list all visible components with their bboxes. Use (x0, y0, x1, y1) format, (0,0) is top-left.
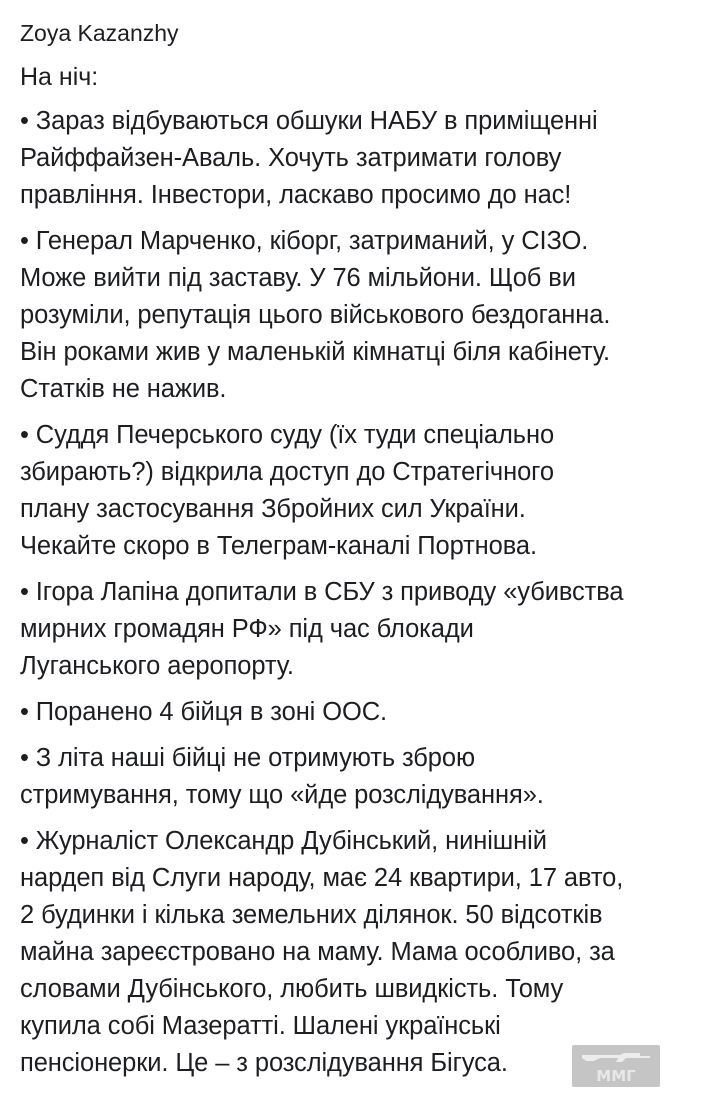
item-text: • Генерал Марченко, кіборг, затриманий, у СІЗО. Може вийти під заставу. У 76 мільйони. Щоб ви розуміли, репутація цього військового бездоганна. Він роками жив у маленькій кімнатці біля кабінету. Статків не нажив. (20, 227, 611, 403)
rifle-icon (580, 1048, 652, 1064)
list-item (20, 740, 710, 814)
post-intro: На ніч: (20, 63, 99, 91)
watermark (572, 1045, 660, 1087)
author-name[interactable]: Zoya Kazanzhy (20, 20, 179, 46)
item-text: • Поранено 4 бійця в зоні ООС. (20, 698, 387, 726)
post-items (20, 103, 710, 1082)
list-item (20, 417, 710, 565)
list-item (20, 823, 710, 1082)
list-item (20, 694, 710, 731)
item-text: • Ігора Лапіна допитали в СБУ з приводу «убивства мирних громадян РФ» під час блокади Луганського аеропорту. (20, 578, 624, 680)
watermark-label: ММГ (596, 1067, 636, 1085)
list-item (20, 223, 710, 408)
post (20, 0, 710, 1091)
item-text: • Зараз відбуваються обшуки НАБУ в приміщенні Райффайзен-Аваль. Хочуть затримати голову правління. Інвестори, ласкаво просимо до нас! (20, 107, 598, 209)
list-item (20, 574, 710, 685)
item-text: • З літа наші бійці не отримують зброю стримування, тому що «йде розслідування». (20, 744, 544, 809)
item-text: • Журналіст Олександр Дубінський, нинішній нардеп від Слуги народу, має 24 квартири, 17 авто, 2 будинки і кілька земельних ділянок. 50 відсотків майна зареєстровано на маму. Мама особливо, за словами Дубінського, любить швидкість. Тому купила собі Мазератті. Шалені українські пенсіонерки. Це – з розслідування Бігуса. (20, 827, 624, 1077)
list-item (20, 103, 710, 214)
item-text: • Суддя Печерського суду (їх туди спеціально збирають?) відкрила доступ до Стратегічного плану застосування Збройних сил України. Чекайте скоро в Телеграм-каналі Портнова. (20, 421, 555, 560)
